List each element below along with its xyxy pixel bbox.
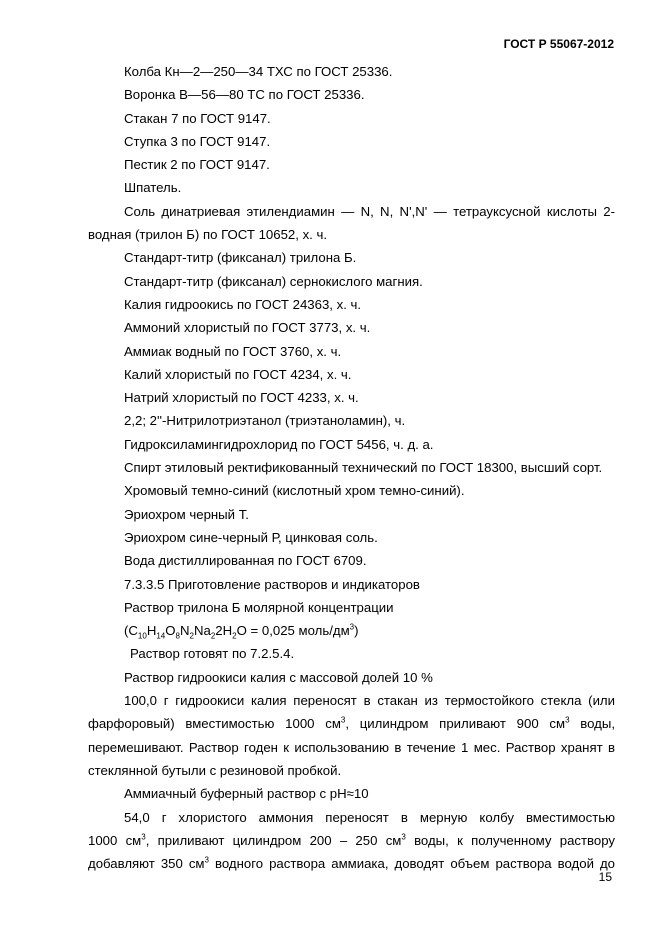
trilon-line-2: водная (трилон Б) по ГОСТ 10652, х. ч. [88,227,328,243]
list-item: Гидроксиламингидрохлорид по ГОСТ 5456, ч. д. а. [124,436,434,452]
list-item: 2,2; 2''-Нитрилотриэтанол (триэтаноламин), ч. [124,413,406,429]
list-item: Шпатель. [124,180,182,196]
list-item: Ступка 3 по ГОСТ 9147. [124,133,271,149]
list-item: Аммиак водный по ГОСТ 3760, х. ч. [124,343,342,359]
page-number: 15 [598,870,612,884]
buffer-title: Аммиачный буферный раствор с pH≈10 [124,786,369,802]
list-item: Хромовый темно-синий (кислотный хром темно-синий). [124,483,465,499]
koh-line-1: 100,0 г гидроокиси калия переносят в стакан из термостойкого стекла (или [124,693,615,709]
list-item: Эриохром черный Т. [124,506,249,522]
formula: ($C_{10}H_{14}O_8N_2Na_22H_2O = 0,025$ моль/$дм^3$) [124,622,359,641]
list-item: Эриохром сине-черный Р, цинковая соль. [124,529,378,545]
buffer-line-1: 54,0 г хлористого аммония переносят в мерную колбу вместимостью [124,809,615,825]
page-content [88,60,615,875]
buffer-line-2: 1000 $см^3$, приливают цилиндром 200 – 250 $см^3$ воды, к полученному раствору [88,832,616,848]
section-heading: 7.3.3.5 Приготовление растворов и индикаторов [124,576,420,592]
list-item: Пестик 2 по ГОСТ 9147. [124,157,270,173]
list-item: Раствор трилона Б молярной концентрации [124,599,394,615]
buffer-line-3: добавляют 350 $см^3$ водного раствора аммиака, доводят объем раствора водой до [88,855,615,872]
prepared-note: Раствор готовят по 7.2.5.4. [130,646,295,662]
list-item: Воронка В—56—80 ТС по ГОСТ 25336. [124,87,365,103]
list-item: Колба Кн—2—250—34 ТХС по ГОСТ 25336. [124,64,393,79]
list-item: Спирт этиловый ректификованный технический по ГОСТ 18300, высший сорт. [124,460,603,476]
koh-title: Раствор гидроокиси калия с массовой долей 10 % [124,669,433,685]
list-item: Стакан 7 по ГОСТ 9147. [124,110,271,126]
koh-line-3: перемешивают. Раствор годен к использованию в течение 1 мес. Раствор хранят в [88,739,615,755]
list-item: Вода дистиллированная по ГОСТ 6709. [124,553,367,569]
koh-line-4: стеклянной бутыли с резиновой пробкой. [88,762,342,778]
koh-line-2: фарфоровый) вместимостью 1000 $см^3$, цилиндром приливают 900 $см^3$ воды, [88,715,615,732]
list-item: Калий хлористый по ГОСТ 4234, х. ч. [124,366,352,382]
list-item: Калия гидроокись по ГОСТ 24363, х. ч. [124,296,362,312]
trilon-line-1: Соль динатриевая этилендиамин — N, N, N',N' — тетрауксусной кислоты 2- [124,203,615,219]
list-item: Стандарт-титр (фиксанал) трилона Б. [124,250,357,266]
document-header: ГОСТ Р 55067-2012 [503,37,614,51]
list-item: Аммоний хлористый по ГОСТ 3773, х. ч. [124,320,371,336]
list-item: Стандарт-титр (фиксанал) сернокислого магния. [124,273,423,289]
list-item: Натрий хлористый по ГОСТ 4233, х. ч. [124,390,359,406]
